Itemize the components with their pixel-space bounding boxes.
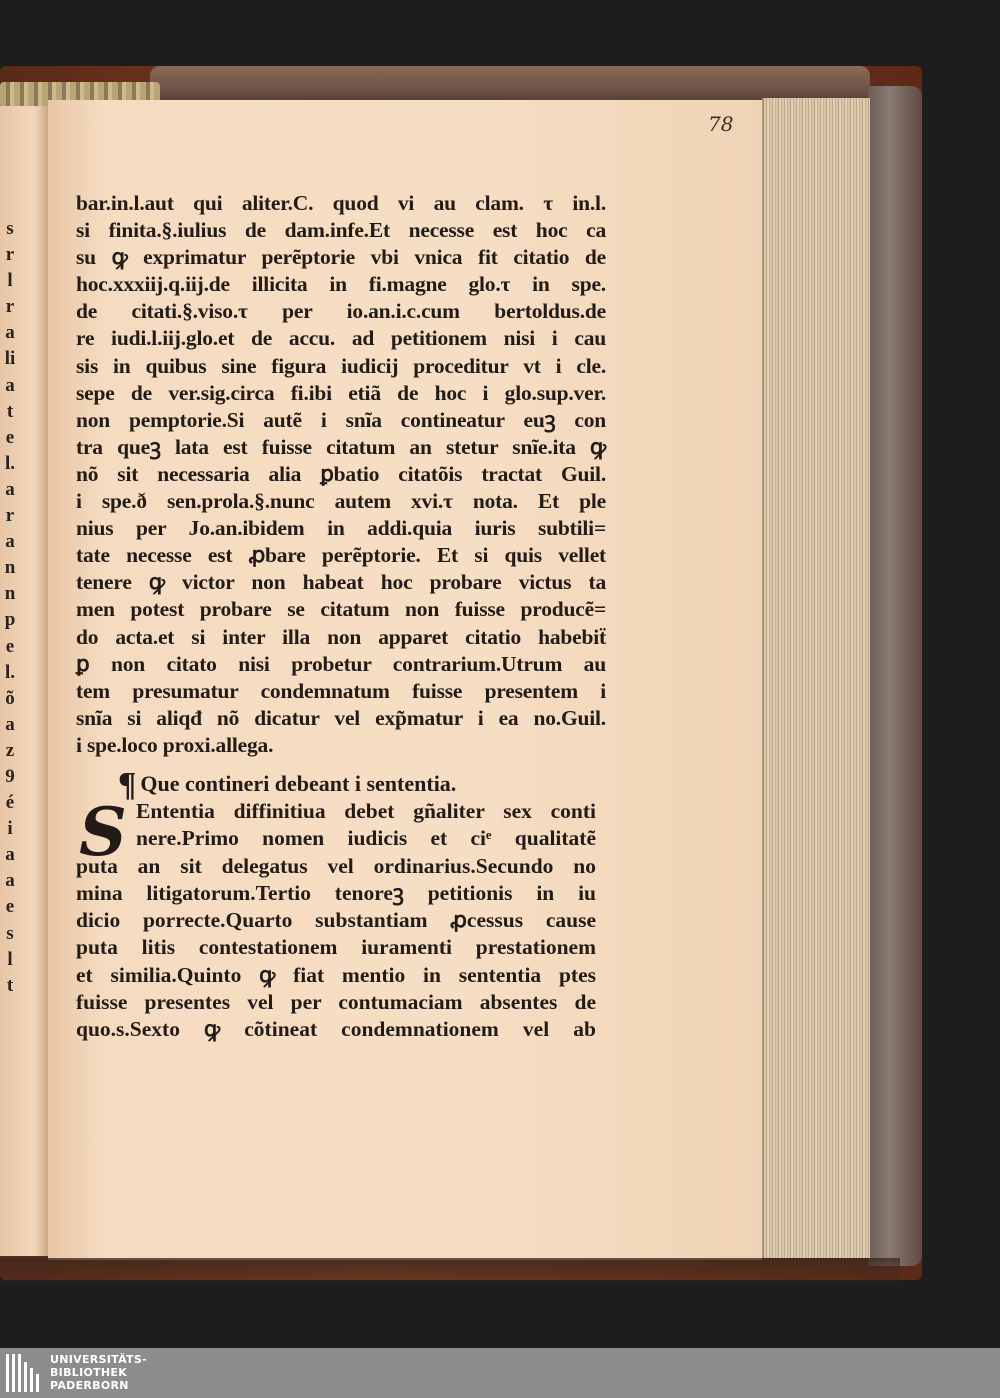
library-name (50, 1353, 147, 1392)
text-line: nius per Jo.an.ibidem in addi.quia iuris subtili= (76, 516, 606, 541)
text-line: tra queꝫ lata est fuisse citatum an stetur snĩe.ita ꝙ (76, 434, 606, 459)
text-line: non pemptorie.Si autẽ i snĩa contineatur euꝫ con (76, 407, 606, 432)
text-line: nõ sit necessaria alia ꝑbatio citatõis tractat Guil. (76, 461, 606, 486)
margin-letter: n (4, 557, 16, 579)
margin-letter: a (5, 870, 15, 892)
section-line: Ententia diffinitiua debet gñaliter sex conti (136, 799, 596, 823)
text-line: si finita.§.iulius de dam.infe.Et necesse est hoc ca (76, 218, 606, 243)
section-line: fuisse presentes vel per contumaciam absentes de (76, 990, 596, 1015)
folio-number: 78 (708, 112, 734, 136)
library-name-line: PADERBORN (50, 1379, 129, 1392)
margin-letter: e (5, 635, 15, 657)
text-line: tenere ꝙ victor non habeat hoc probare victus ta (76, 570, 606, 595)
text-line: re iudi.l.iij.glo.et de accu. ad petitionem nisi i cau (76, 326, 606, 351)
library-logo-icon (6, 1354, 42, 1392)
text-line: do acta.et si inter illa non apparet citatio habebiẗ (76, 624, 606, 649)
pilcrow-mark: ¶ (118, 766, 137, 803)
text-line: tem presumatur condemnatum fuisse presentem i (76, 678, 606, 703)
margin-letter: a (5, 531, 15, 553)
section-line: mina litigatorum.Tertio tenoreꝫ petitionis in iu (76, 880, 596, 905)
margin-letter: s (6, 218, 14, 239)
facing-page-line-ends (0, 216, 20, 999)
section-body-text (76, 793, 596, 1044)
section-line: et similia.Quinto ꝙ fiat mentio in sententia ptes (76, 962, 596, 987)
margin-letter: e (5, 426, 15, 448)
text-line: men potest probare se citatum non fuisse producẽ= (76, 597, 606, 622)
margin-letter: é (5, 792, 15, 814)
section-line: puta litis contestationem iuramenti prestationem (76, 935, 596, 960)
section-heading (118, 766, 598, 803)
margin-letter: n (4, 583, 16, 605)
text-line: tate necesse est ꝓbare perẽptorie. Et si quis vellet (76, 543, 606, 568)
margin-letter: t (6, 400, 14, 422)
text-line: i spe.ð sen.prola.§.nunc autem xvi.τ nota. Et ple (76, 489, 606, 514)
margin-letter: l. (4, 452, 16, 474)
drop-cap-initial: S (79, 793, 127, 871)
margin-letter: a (5, 374, 15, 396)
text-line: bar.in.l.aut qui aliter.C. quod vi au clam. τ in.l. (76, 191, 606, 215)
margin-letter: õ (5, 687, 15, 709)
page-block-edges (762, 98, 870, 1258)
margin-letter: l (7, 270, 13, 292)
section-line: nere.Primo nomen iudicis et ciᵉ qualitatẽ (136, 826, 596, 851)
margin-letter: l (7, 948, 13, 970)
margin-letter: p (4, 609, 16, 631)
body-text (76, 190, 606, 759)
margin-letter: z (5, 739, 15, 761)
margin-letter: li (4, 348, 16, 370)
library-footer (0, 1348, 1000, 1398)
margin-letter: i (7, 818, 13, 840)
text-line: i spe.loco proxi.allega. (76, 732, 274, 757)
text-line: snĩa si aliqđ nõ dicatur vel exp̃matur i ea no.Guil. (76, 705, 606, 730)
margin-letter: l. (4, 661, 16, 683)
margin-letter: a (5, 322, 15, 344)
text-line: sis in quibus sine figura iudicij proceditur vt i cle. (76, 353, 606, 378)
section-line: puta an sit delegatus vel ordinarius.Secundo no (76, 853, 596, 878)
page-bottom-shadow (0, 1258, 900, 1288)
margin-letter: r (5, 505, 15, 527)
library-name-line: UNIVERSITÄTS- (50, 1353, 147, 1366)
section-line: quo.s.Sexto ꝙ cõtineat condemnationem vel ab (76, 1017, 596, 1042)
cover-board-edge (868, 86, 922, 1266)
library-name-line: BIBLIOTHEK (50, 1366, 128, 1379)
text-line: su ꝙ exprimatur perẽptorie vbi vnica fit citatio de (76, 245, 606, 270)
margin-letter: r (5, 244, 15, 266)
text-line: de citati.§.viso.τ per io.an.i.c.cum bertoldus.de (76, 299, 606, 324)
margin-letter: a (5, 713, 15, 735)
margin-letter: s (6, 922, 14, 944)
margin-letter: a (5, 478, 15, 500)
margin-letter: e (5, 896, 15, 918)
margin-letter: 9 (5, 765, 15, 787)
text-line: ꝑ non citato nisi probetur contrarium.Utrum au (76, 651, 606, 676)
text-line: sepe de ver.sig.circa fi.ibi etiã de hoc i glo.sup.ver. (76, 380, 606, 405)
margin-letter: a (5, 844, 15, 866)
text-line: hoc.xxxiij.q.iij.de illicita in fi.magne glo.τ in spe. (76, 272, 606, 297)
section-line: dicio porrecte.Quarto substantiam ꝓcessus cause (76, 908, 596, 933)
margin-letter: r (5, 296, 15, 318)
margin-letter: t (6, 974, 14, 996)
section-heading-text: Que contineri debeant i sententia. (140, 771, 457, 796)
